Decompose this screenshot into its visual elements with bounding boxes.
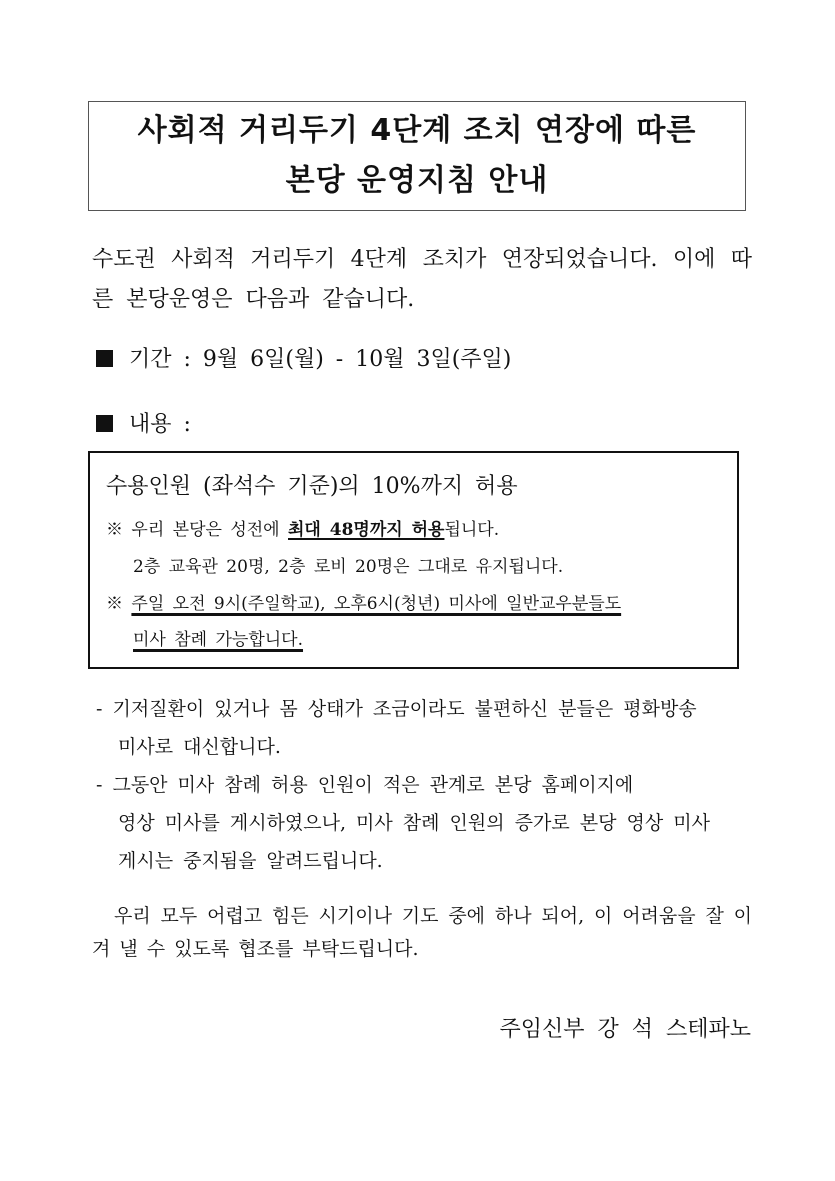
mass-note-2-mark: ※ bbox=[106, 594, 132, 614]
content-heading bbox=[96, 408, 191, 442]
title-line-1: 사회적 거리두기 4단계 조치 연장에 따른 bbox=[137, 113, 697, 148]
note-2-line-1: - 그동안 미사 참례 허용 인원이 적은 관계로 본당 홈페이지에 bbox=[96, 774, 634, 796]
note-underlying-condition bbox=[96, 690, 697, 766]
note-1-line-2: 미사로 대신합니다. bbox=[118, 736, 281, 758]
period-text: 기간 : 9월 6일(월) - 10월 3일(주일) bbox=[129, 347, 512, 372]
note-1-line-1: - 기저질환이 있거나 몸 상태가 조금이라도 불편하신 분들은 평화방송 bbox=[96, 698, 697, 720]
note-2-line-3: 게시는 중지됨을 알려드립니다. bbox=[118, 850, 383, 872]
title-box bbox=[88, 101, 746, 211]
period-section bbox=[96, 343, 511, 377]
square-bullet-icon bbox=[96, 350, 113, 367]
closing-paragraph: 우리 모두 어렵고 힘든 시기이나 기도 중에 하나 되어, 이 어려움을 잘 이겨 낼 수 있도록 협조를 부탁드립니다. bbox=[92, 905, 752, 960]
mass-note-2-line1: 주일 오전 9시(주일학교), 오후6시(청년) 미사에 일반교우분들도 bbox=[131, 594, 622, 614]
signature: 주임신부 강 석 스테파노 bbox=[499, 1017, 751, 1042]
note-2-line-2: 영상 미사를 게시하였으나, 미사 참례 인원의 증가로 본당 영상 미사 bbox=[118, 812, 710, 834]
capacity-note-1-emphasis: 최대 48명까지 허용 bbox=[288, 520, 445, 540]
intro-paragraph: 수도권 사회적 거리두기 4단계 조치가 연장되었습니다. 이에 따른 본당운영은 다음과 같습니다. bbox=[92, 247, 752, 312]
content-box bbox=[88, 451, 739, 669]
capacity-note-1 bbox=[106, 515, 499, 540]
note-video-mass bbox=[96, 766, 710, 880]
mass-note-2 bbox=[106, 589, 621, 614]
title-line-2: 본당 운영지침 안내 bbox=[285, 163, 549, 198]
capacity-note-1-line2: 2층 교육관 20명, 2층 로비 20명은 그대로 유지됩니다. bbox=[133, 557, 564, 577]
capacity-note-1-prefix: ※ 우리 본당은 성전에 bbox=[106, 520, 288, 540]
capacity-note-1-suffix: 됩니다. bbox=[444, 520, 500, 540]
content-heading-text: 내용 : bbox=[129, 412, 191, 437]
mass-note-2-line2: 미사 참례 가능합니다. bbox=[133, 630, 304, 650]
capacity-rule: 수용인원 (좌석수 기준)의 10%까지 허용 bbox=[106, 474, 518, 499]
square-bullet-icon bbox=[96, 415, 113, 432]
